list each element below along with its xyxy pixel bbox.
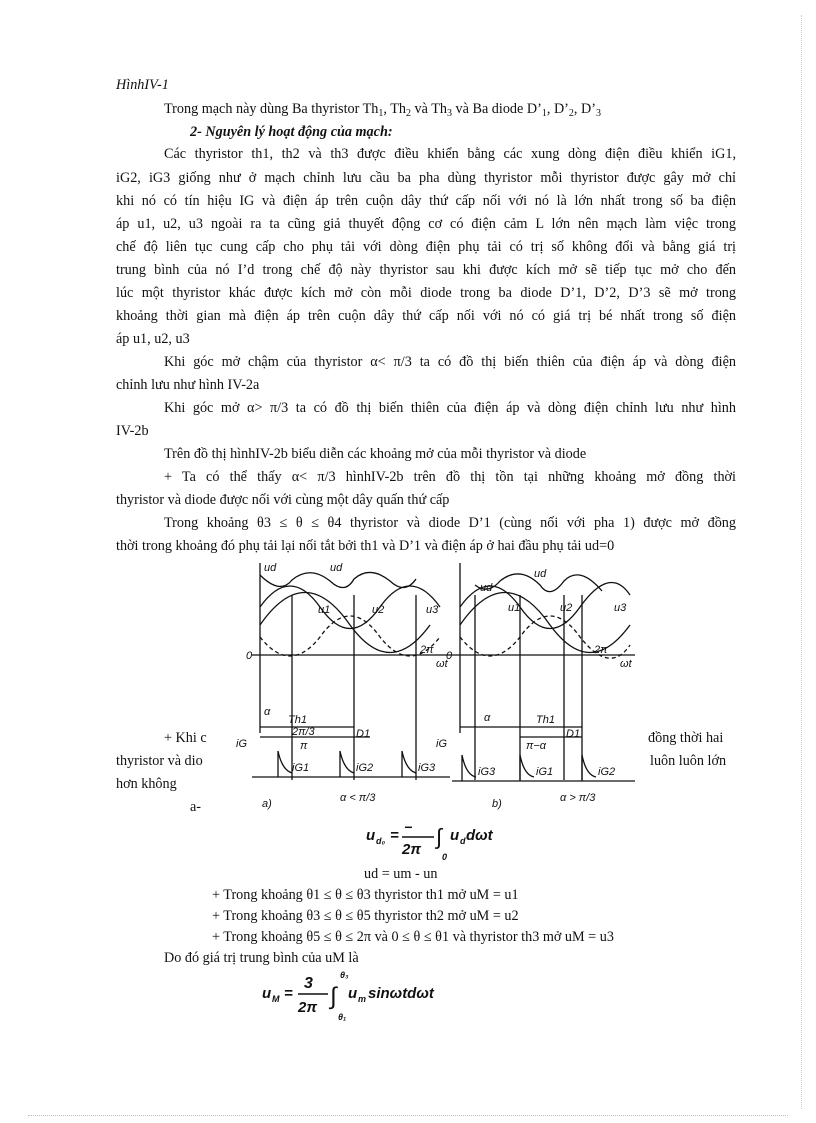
fig-a-caption: a) <box>262 798 272 810</box>
svg-text:∫: ∫ <box>436 824 443 849</box>
fig-a-u2-label: u2 <box>372 604 385 616</box>
footer-dotted-line <box>28 1115 788 1116</box>
khi-fragment: + Khi c <box>164 730 207 746</box>
fig-a-ud-label-2: ud <box>330 562 343 574</box>
graph-line: Trên đồ thị hìnhIV-2b biểu diễn các khoảng mở của mỗi thyristor và diode <box>164 446 587 462</box>
fig-b-ig3-pulse <box>462 755 476 781</box>
fig-a-2pi3-label: 2π/3 <box>292 726 315 738</box>
fig-b-condition: α > π/3 <box>560 792 596 804</box>
svg-text:d₀: d₀ <box>376 836 386 846</box>
fig-b-alpha-label: α <box>484 712 491 724</box>
plus-line-2: thyristor và diode được nối với cùng một dây quấn thứ cấp <box>116 492 450 508</box>
svg-text:θ₁: θ₁ <box>338 1012 347 1022</box>
page-edge-dots <box>801 15 802 1109</box>
fig-a-condition: α < π/3 <box>340 792 376 804</box>
fig-b-ig1-pulse <box>520 755 534 781</box>
fig-b-u2-label: u2 <box>560 602 573 614</box>
svg-text:m: m <box>358 994 367 1004</box>
alpha-greater-line: Khi góc mở α> π/3 ta có đồ thị biến thiên của điện áp và dòng điện chỉnh lưu như hình <box>164 400 736 416</box>
intro-line: Trong mạch này dùng Ba thyristor $Th_1$, $Th_2$ và $Th_3$ và Ba diode $D’_1$, $D’_2$, $D’_3$ <box>164 101 601 119</box>
figure-a <box>252 563 450 780</box>
svg-text:M: M <box>272 994 280 1004</box>
fig-a-ig1-label: iG1 <box>292 762 310 774</box>
fig-b-ig1-label: iG1 <box>536 766 554 778</box>
fig-a-ud-label: ud <box>264 562 277 574</box>
fig-a-ig3-pulse <box>402 751 416 777</box>
svg-text:θ₃: θ₃ <box>340 970 349 980</box>
svg-text:dωt: dωt <box>466 827 493 844</box>
para-line-4: áp u1, u2, u3 ngoài ra ta cũng giả thuyết động cơ có điện cảm L lớn nên mạch làm việc trong <box>116 216 736 232</box>
fig-b-ig2-pulse <box>582 755 596 781</box>
fig-b-ig-label: iG <box>436 738 447 750</box>
svg-text:u: u <box>366 827 376 844</box>
svg-text:=: = <box>284 985 293 1002</box>
fig-b-d1-label: D1 <box>566 728 581 740</box>
fig-a-alpha-label: α <box>264 706 271 718</box>
svg-text:∫: ∫ <box>330 983 337 1010</box>
hon-khong: hơn không <box>116 776 177 792</box>
waveform-figure <box>230 555 650 815</box>
para-line-6: trung bình của nó I’d trong chế độ này thyristor sau khi được kích mở sẽ tiếp tục mở cho đến <box>116 262 736 278</box>
interval-line-2: thời trong khoảng đó phụ tải lại nối tắt bởi th1 và D’1 và điện áp ở hai đầu phụ tải ud=0 <box>116 538 615 554</box>
fig-b-u3-label: u3 <box>614 602 627 614</box>
svg-text:=: = <box>390 827 399 844</box>
alpha-greater-line-2: IV-2b <box>116 423 149 439</box>
plus-line: + Ta có thể thấy α< π/3 hìnhIV-2b trên đồ thị tồn tại những khoảng mở đồng thời <box>164 469 736 485</box>
mean-uM-formula <box>260 968 460 1024</box>
fig-b-u1-label: u1 <box>508 602 521 614</box>
para-line-5: chế độ liên tục cung cấp cho phụ tải với dòng điện phụ tải có trị số không đổi và bằng giá trị <box>116 239 736 255</box>
average-line: Do đó giá trị trung bình của uM là <box>164 950 359 966</box>
fig-a-zero-label: 0 <box>246 650 253 662</box>
svg-text:u: u <box>262 985 272 1002</box>
svg-text:u: u <box>450 827 460 844</box>
fig-a-wt-label: ωt <box>436 658 448 670</box>
fig-a-th1-label: Th1 <box>288 714 307 726</box>
fig-a-ig-label: iG <box>236 738 247 750</box>
fig-a-dashed-curve <box>260 616 440 656</box>
fig-b-ig3-label: iG3 <box>478 766 496 778</box>
alpha-less-line: Khi góc mở chậm của thyristor α< π/3 ta có đồ thị biến thiên của điện áp và dòng điện <box>164 354 736 370</box>
alpha-less-line-2: chỉnh lưu như hình IV-2a <box>116 377 260 393</box>
fig-a-d1-label: D1 <box>356 728 371 740</box>
fig-a-u1-curve <box>260 586 440 629</box>
thyristor-fragment: thyristor và dio <box>116 753 203 769</box>
fig-a-ig3-label: iG3 <box>418 762 436 774</box>
case-1: + Trong khoảng θ1 ≤ θ ≤ θ3 thyristor th1 mở uM = u1 <box>212 887 519 903</box>
fig-a-2pi-label: 2π <box>420 644 434 656</box>
fig-b-caption: b) <box>492 798 502 810</box>
heading: HìnhIV-1 <box>116 77 169 93</box>
para-line-1: Các thyristor th1, th2 và th3 được điều khiển bằng các xung dòng điện điều khiển iG1, <box>164 146 736 162</box>
fig-a-ig2-label: iG2 <box>356 762 374 774</box>
fig-b-2pi-label: 2π <box>594 644 608 656</box>
luon-fragment: luôn luôn lớn <box>650 753 727 769</box>
svg-text:d: d <box>460 836 466 846</box>
svg-text:sinωtdωt: sinωtdωt <box>368 985 434 1002</box>
case-2: + Trong khoảng θ3 ≤ θ ≤ θ5 thyristor th2 mở uM = u2 <box>212 908 519 924</box>
svg-text:−: − <box>404 819 413 835</box>
interval-line: Trong khoảng θ3 ≤ θ ≤ θ4 thyristor và diode D’1 (cùng nối với pha 1) được mở đồng <box>164 515 736 531</box>
fig-a-pi-label: π <box>300 740 308 752</box>
fig-b-ud-label-2: ud <box>534 568 547 580</box>
para-line-3: khi nó có tín hiệu IG và điện áp trên cuộn dây thứ cấp nối với nó là lớn nhất trong số ba điện <box>116 193 736 209</box>
fig-a-ud-envelope <box>260 572 416 587</box>
para-line-7: lúc một thyristor khác được kích mở còn mỗi diode trong ba diode D’1, D’2, D’3 sẽ mở trong <box>116 285 736 301</box>
fig-a-u1-label: u1 <box>318 604 331 616</box>
fig-b-pi-alpha-label: π−α <box>526 740 547 752</box>
ud-equation: ud = um - un <box>364 866 438 882</box>
case-3: + Trong khoảng θ5 ≤ θ ≤ 2π và 0 ≤ θ ≤ θ1 và thyristor th3 mở uM = u3 <box>212 929 614 945</box>
para-line-9: áp u1, u2, u3 <box>116 331 190 347</box>
para-line-8: khoảng thời gian mà điện áp trên cuộn dây thứ cấp nối với nó có giá trị bé nhất trong số điện <box>116 308 736 324</box>
fig-a-u3-label: u3 <box>426 604 439 616</box>
svg-text:2π: 2π <box>298 999 318 1016</box>
svg-text:2π: 2π <box>402 841 422 858</box>
fig-a-ig2-pulse <box>340 751 354 777</box>
fig-a-u2-curve <box>260 593 430 653</box>
para-line-2: iG2, iG3 giống như ở mạch chỉnh lưu cầu ba pha dùng thyristor mỗi thyristor được gây mở chỉ <box>116 170 736 186</box>
svg-text:u: u <box>348 985 358 1002</box>
fig-b-ig2-label: iG2 <box>598 766 616 778</box>
fig-b-zero-label: 0 <box>446 650 453 662</box>
fig-b-th1-label: Th1 <box>536 714 555 726</box>
svg-text:3: 3 <box>304 975 313 992</box>
dong-thoi-fragment: đồng thời hai <box>648 730 724 746</box>
svg-text:0: 0 <box>442 852 448 862</box>
item-a: a- <box>190 799 202 815</box>
fig-a-ig1-pulse <box>278 751 292 777</box>
fig-b-ud-label: ud <box>480 582 493 594</box>
section-title: 2- Nguyên lý hoạt động của mạch: <box>190 124 393 140</box>
average-voltage-formula <box>364 816 514 864</box>
fig-b-wt-label: ωt <box>620 658 632 670</box>
